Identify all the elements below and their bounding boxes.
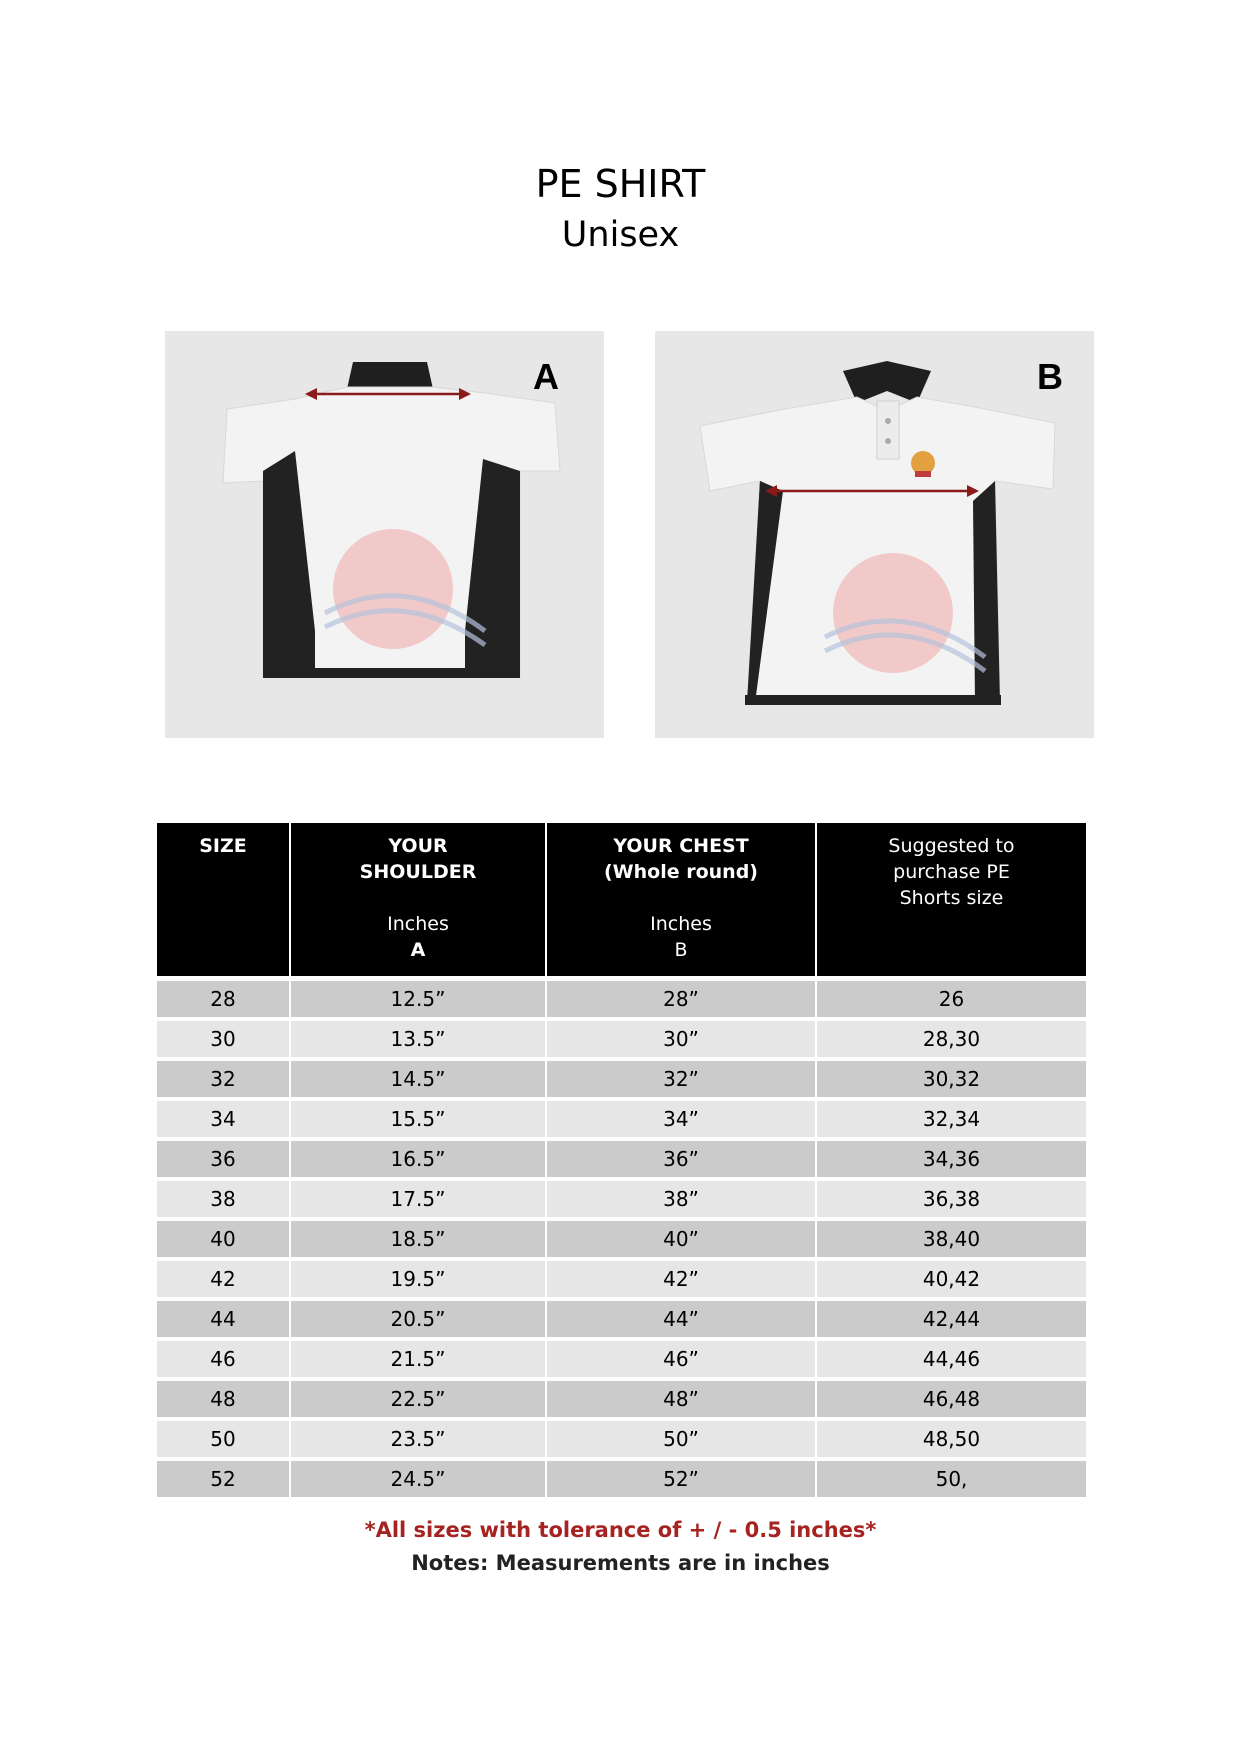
cell-chest: 32” [546,1059,816,1099]
cell-shoulder: 14.5” [290,1059,546,1099]
cell-size: 46 [157,1339,290,1379]
cell-shoulder: 16.5” [290,1139,546,1179]
table-row [157,1339,1086,1379]
cell-size: 32 [157,1059,290,1099]
cell-shorts: 34,36 [816,1139,1086,1179]
header-shoulder-line1: YOUR [388,835,448,857]
table-row [157,1259,1086,1299]
cell-size: 42 [157,1259,290,1299]
cell-shoulder: 19.5” [290,1259,546,1299]
cell-shorts: 36,38 [816,1179,1086,1219]
cell-shoulder: 17.5” [290,1179,546,1219]
cell-size: 48 [157,1379,290,1419]
cell-chest: 34” [546,1099,816,1139]
units-note: Notes: Measurements are in inches [411,1551,830,1575]
table-row [157,1219,1086,1259]
table-row [157,1019,1086,1059]
shirt-back-photo [165,331,604,738]
cell-chest: 28” [546,979,816,1020]
cell-shoulder: 13.5” [290,1019,546,1059]
cell-size: 28 [157,979,290,1020]
size-chart-table [157,823,1086,1497]
table-row [157,979,1086,1020]
cell-size: 50 [157,1419,290,1459]
photo-label-a: A [533,356,559,397]
cell-size: 40 [157,1219,290,1259]
cell-shoulder: 12.5” [290,979,546,1020]
cell-shoulder: 21.5” [290,1339,546,1379]
cell-chest: 44” [546,1299,816,1339]
header-chest-letter: B [674,939,688,961]
cell-shorts: 30,32 [816,1059,1086,1099]
tolerance-note: *All sizes with tolerance of + / - 0.5 inches* [364,1518,877,1542]
cell-shorts: 28,30 [816,1019,1086,1059]
table-row [157,1419,1086,1459]
table-row [157,1099,1086,1139]
table-row [157,1379,1086,1419]
cell-chest: 46” [546,1339,816,1379]
cell-chest: 48” [546,1379,816,1419]
cell-shoulder: 20.5” [290,1299,546,1339]
cell-shorts: 42,44 [816,1299,1086,1339]
cell-chest: 52” [546,1459,816,1497]
page-title: PE SHIRT [535,162,706,206]
cell-chest: 30” [546,1019,816,1059]
header-shorts-line3: Shorts size [899,887,1004,909]
shirt-front-photo [655,331,1094,738]
cell-chest: 42” [546,1259,816,1299]
cell-shoulder: 22.5” [290,1379,546,1419]
cell-size: 38 [157,1179,290,1219]
cell-size: 30 [157,1019,290,1059]
header-shoulder-line2: SHOULDER [359,861,477,883]
cell-shoulder: 23.5” [290,1419,546,1459]
header-chest-line2: (Whole round) [604,861,758,883]
header-shoulder [290,823,546,979]
cell-chest: 40” [546,1219,816,1259]
cell-chest: 36” [546,1139,816,1179]
table-header-row [157,823,1086,979]
table-row [157,1299,1086,1339]
table-row [157,1059,1086,1099]
cell-shorts: 44,46 [816,1339,1086,1379]
cell-shoulder: 18.5” [290,1219,546,1259]
header-size [157,823,290,979]
cell-size: 36 [157,1139,290,1179]
page-subtitle: Unisex [561,215,680,255]
header-shorts [816,823,1086,979]
cell-chest: 38” [546,1179,816,1219]
table-row [157,1179,1086,1219]
header-shorts-line1: Suggested to [888,835,1015,857]
cell-shorts: 26 [816,979,1086,1020]
cell-shorts: 50, [816,1459,1086,1497]
cell-size: 44 [157,1299,290,1339]
cell-shorts: 46,48 [816,1379,1086,1419]
header-shorts-line2: purchase PE [893,861,1010,883]
cell-shoulder: 15.5” [290,1099,546,1139]
header-chest-unit: Inches [650,913,712,935]
header-shoulder-unit: Inches [387,913,449,935]
cell-shoulder: 24.5” [290,1459,546,1497]
cell-shorts: 40,42 [816,1259,1086,1299]
header-chest [546,823,816,979]
cell-shorts: 32,34 [816,1099,1086,1139]
photo-label-b: B [1037,356,1063,397]
cell-shorts: 48,50 [816,1419,1086,1459]
cell-size: 52 [157,1459,290,1497]
shirt-front-illustration [655,331,1094,738]
header-size-label: SIZE [199,835,247,857]
cell-shorts: 38,40 [816,1219,1086,1259]
cell-chest: 50” [546,1419,816,1459]
cell-size: 34 [157,1099,290,1139]
header-chest-line1: YOUR CHEST [613,835,749,857]
table-row [157,1459,1086,1497]
table-row [157,1139,1086,1179]
header-shoulder-letter: A [410,939,426,961]
